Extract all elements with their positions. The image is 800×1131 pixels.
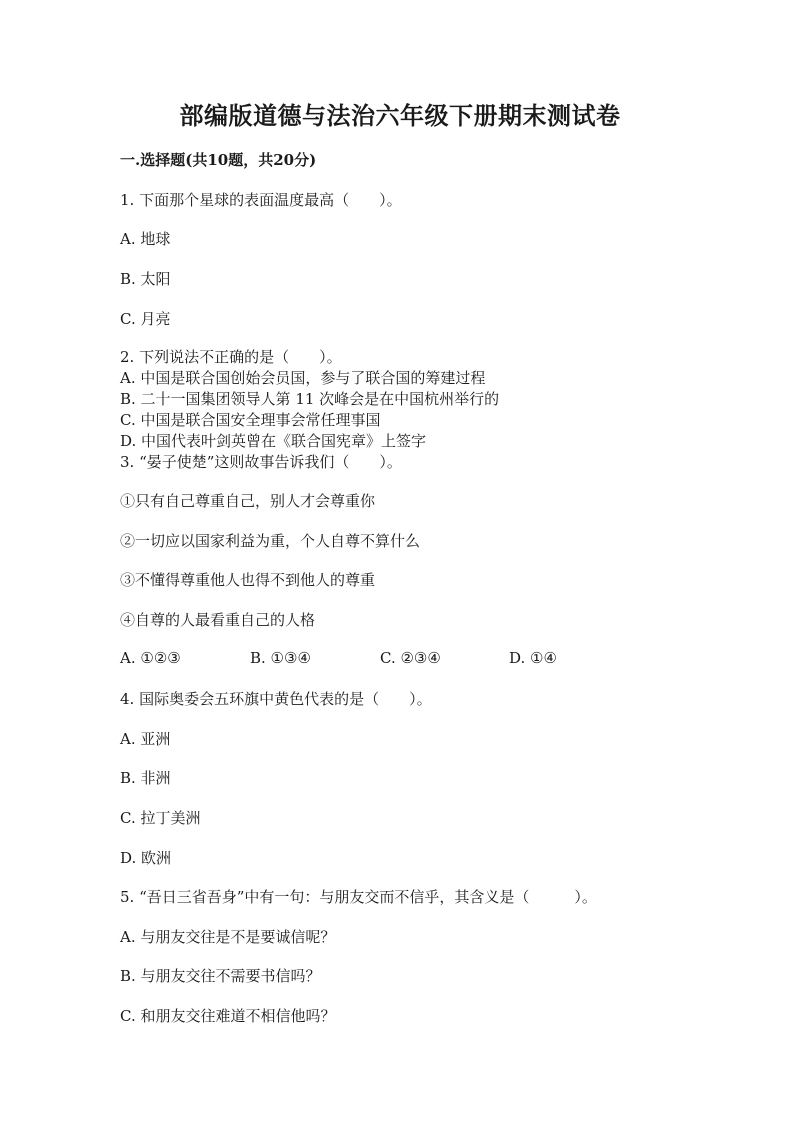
question-4-option-a: A. 亚洲: [120, 730, 171, 748]
question-3-option-a: A. ①②③: [120, 649, 181, 667]
question-4-stem: 4. 国际奥委会五环旗中黄色代表的是（ ）。: [120, 690, 432, 708]
question-1-option-a: A. 地球: [120, 230, 171, 248]
question-2-option-a: A. 中国是联合国创始会员国，参与了联合国的筹建过程: [120, 369, 486, 387]
question-3-stem: 3. “晏子使楚”这则故事告诉我们（ ）。: [120, 453, 402, 471]
question-3-statement-1: ①只有自己尊重自己，别人才会尊重你: [120, 492, 376, 510]
question-3-option-d: D. ①④: [509, 649, 557, 667]
question-3-statement-3: ③不懂得尊重他人也得不到他人的尊重: [120, 571, 376, 589]
question-2-stem: 2. 下列说法不正确的是（ ）。: [120, 348, 342, 366]
question-5-option-c: C. 和朋友交往难道不相信他吗？: [120, 1007, 336, 1025]
question-3-statement-2: ②一切应以国家利益为重，个人自尊不算什么: [120, 532, 421, 550]
question-5-stem: 5. “吾日三省吾身”中有一句：与朋友交而不信乎，其含义是（ ）。: [120, 888, 597, 906]
question-1-option-c: C. 月亮: [120, 310, 171, 328]
question-3-option-c: C. ②③④: [380, 649, 441, 667]
question-3-option-b: B. ①③④: [250, 649, 311, 667]
question-2-option-c: C. 中国是联合国安全理事会常任理事国: [120, 411, 381, 429]
question-4-option-b: B. 非洲: [120, 769, 171, 787]
page-title: 部编版道德与法治六年级下册期末测试卷: [179, 101, 621, 130]
question-2-option-d: D. 中国代表叶剑英曾在《联合国宪章》上签字: [120, 432, 427, 450]
question-5-option-a: A. 与朋友交往是不是要诚信呢？: [120, 928, 336, 946]
section-header: 一.选择题(共10题，共20分): [120, 151, 317, 169]
question-2-option-b: B. 二十一国集团领导人第 11 次峰会是在中国杭州举行的: [120, 390, 500, 408]
question-4-option-d: D. 欧洲: [120, 849, 172, 867]
question-1-stem: 1. 下面那个星球的表面温度最高（ ）。: [120, 191, 402, 209]
question-5-option-b: B. 与朋友交往不需要书信吗？: [120, 967, 321, 985]
question-4-option-c: C. 拉丁美洲: [120, 809, 201, 827]
question-3-statement-4: ④自尊的人最看重自己的人格: [120, 611, 316, 629]
question-1-option-b: B. 太阳: [120, 270, 171, 288]
